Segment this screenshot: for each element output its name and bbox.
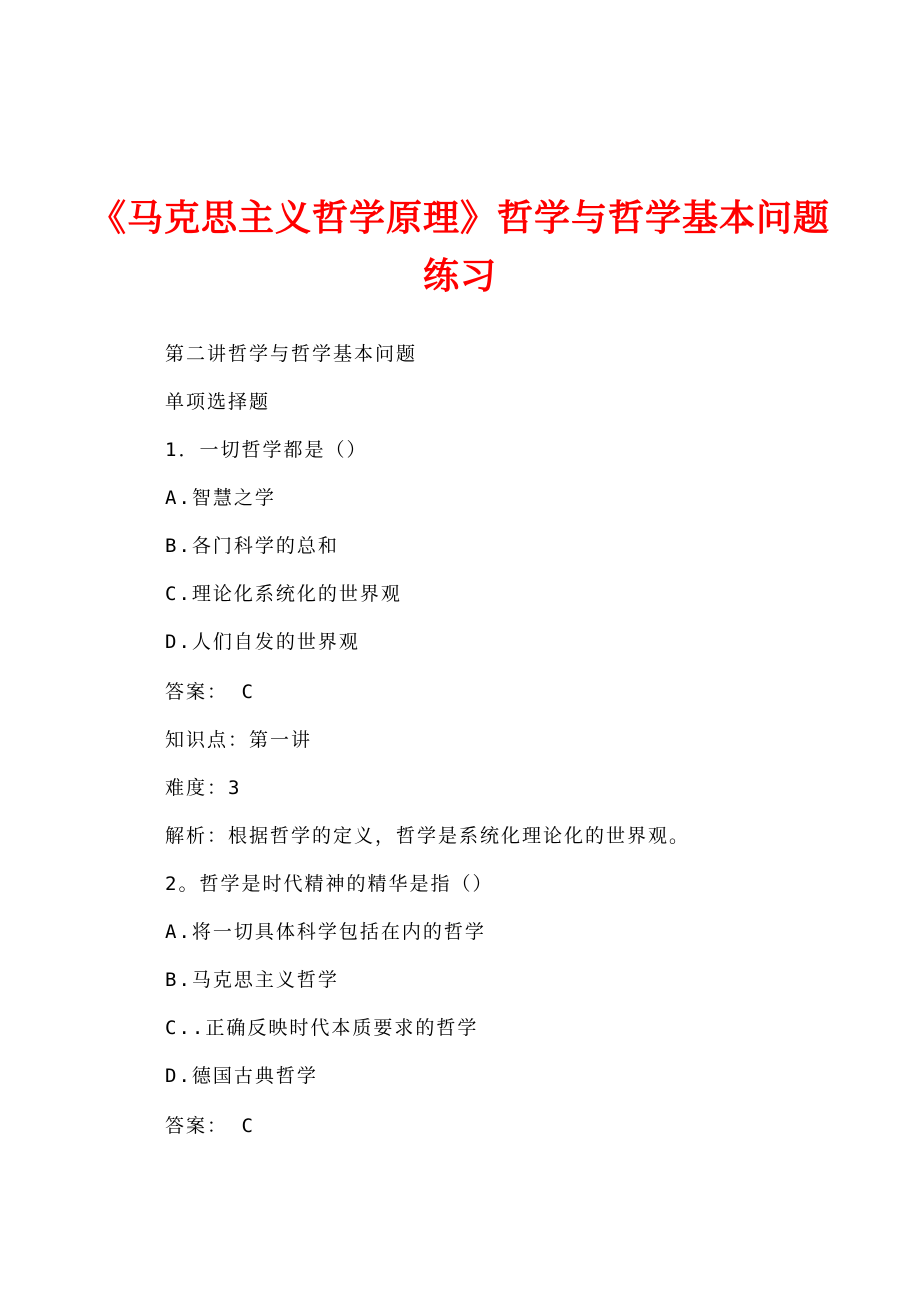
question-1-difficulty: 难度：3 bbox=[165, 777, 242, 799]
question-1-option-b: B.各门科学的总和 bbox=[165, 535, 339, 557]
question-2-option-d: D.德国古典哲学 bbox=[165, 1065, 318, 1087]
question-type-heading: 单项选择题 bbox=[165, 391, 271, 413]
question-2: 2。哲学是时代精神的精华是指（） bbox=[165, 873, 494, 895]
document-title-continued: 练习 bbox=[422, 255, 497, 297]
question-1-knowledge-point: 知识点：第一讲 bbox=[165, 729, 313, 751]
question-1-explanation: 解析：根据哲学的定义，哲学是系统化理论化的世界观。 bbox=[165, 825, 691, 847]
question-1-answer: 答案： C bbox=[165, 681, 255, 703]
section-heading: 第二讲哲学与哲学基本问题 bbox=[165, 343, 418, 365]
question-1-option-a: A.智慧之学 bbox=[165, 487, 276, 509]
question-1-option-d: D.人们自发的世界观 bbox=[165, 631, 360, 653]
question-2-answer: 答案： C bbox=[165, 1115, 255, 1137]
question-1: 1．一切哲学都是（） bbox=[165, 439, 368, 461]
question-2-option-b: B.马克思主义哲学 bbox=[165, 969, 339, 991]
question-2-option-c: C..正确反映时代本质要求的哲学 bbox=[165, 1017, 479, 1039]
question-1-option-c: C.理论化系统化的世界观 bbox=[165, 583, 402, 605]
question-2-option-a: A.将一切具体科学包括在内的哲学 bbox=[165, 921, 486, 943]
document-title: 《马克思主义哲学原理》哲学与哲学基本问题 bbox=[89, 197, 830, 239]
